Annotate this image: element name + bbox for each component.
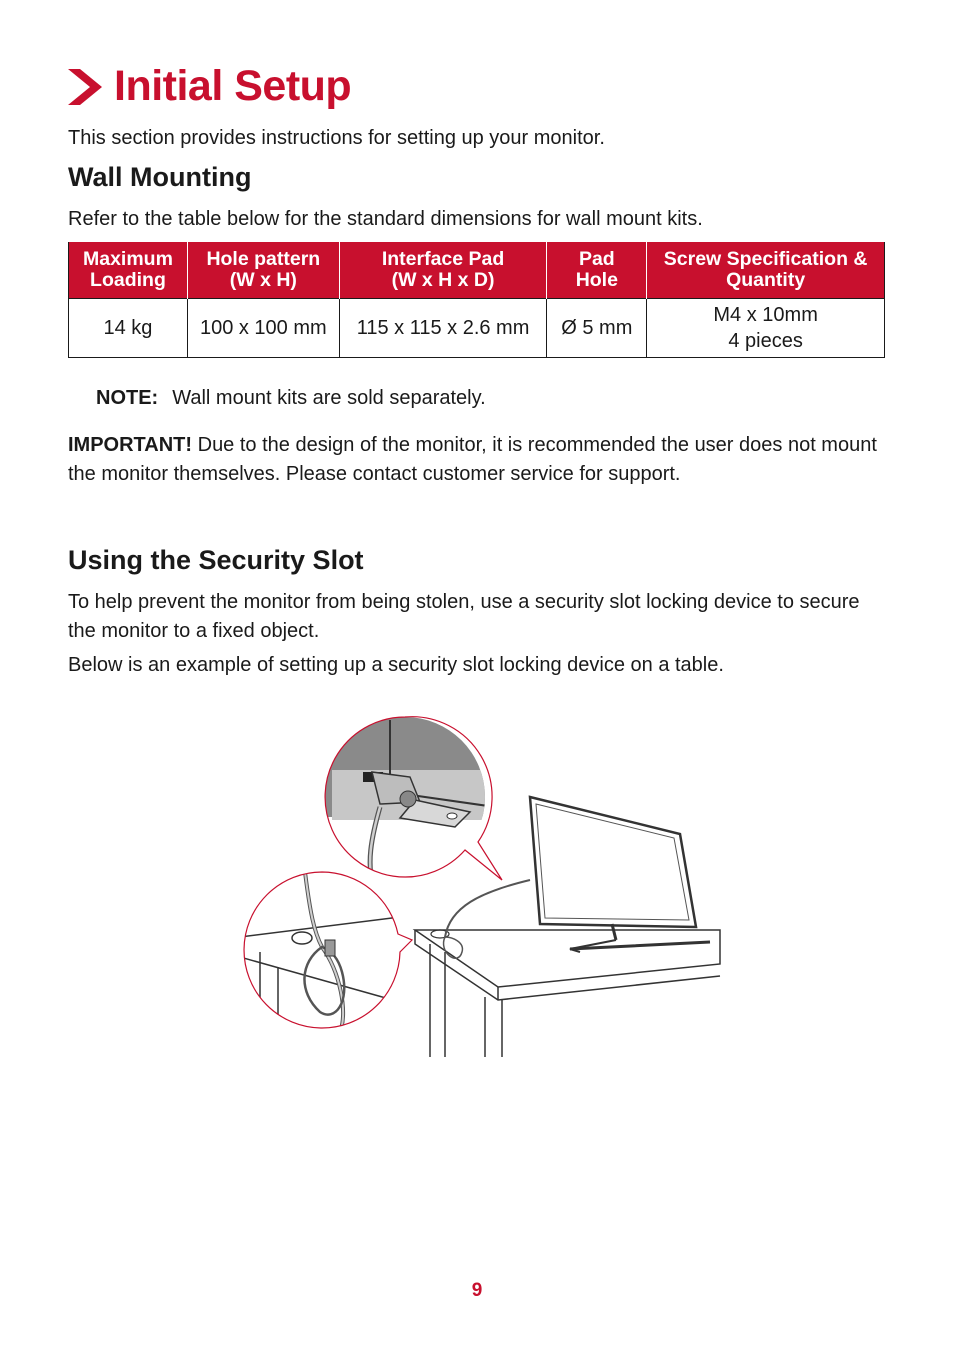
header-hole-pattern: Hole pattern (W x H) — [187, 242, 339, 299]
page-title: Initial Setup — [114, 62, 352, 110]
important-paragraph — [68, 431, 888, 489]
intro-text: This section provides instructions for setting up your monitor. — [68, 127, 605, 149]
cell-interface-pad: 115 x 115 x 2.6 mm — [339, 299, 547, 358]
cell-max-loading: 14 kg — [69, 299, 188, 358]
header-max-loading: Maximum Loading — [69, 242, 188, 299]
header-pad-hole: Pad Hole — [547, 242, 647, 299]
wall-mounting-heading: Wall Mounting — [68, 162, 252, 192]
wall-mount-spec-table — [68, 242, 885, 358]
chevron-right-icon — [68, 69, 102, 105]
note-text: Wall mount kits are sold separately. — [172, 387, 486, 409]
cable-closeup — [240, 872, 412, 1057]
note-label: NOTE: — [96, 387, 159, 409]
page-number: 9 — [471, 1280, 483, 1301]
header-interface-pad: Interface Pad (W x H x D) — [339, 242, 547, 299]
cell-screw-spec: M4 x 10mm 4 pieces — [647, 299, 885, 358]
security-slot-example-text: Below is an example of setting up a security slot locking device on a table. — [68, 654, 724, 676]
table-header-row — [69, 242, 885, 299]
important-text: Due to the design of the monitor, it is recommended the user does not mount the monitor themselves. Please contact customer service for support. — [68, 434, 877, 485]
security-slot-illustration — [240, 712, 730, 1057]
cell-pad-hole: Ø 5 mm — [547, 299, 647, 358]
header-screw-spec: Screw Specification & Quantity — [647, 242, 885, 299]
important-label: IMPORTANT! — [68, 434, 193, 456]
note — [96, 384, 486, 413]
title-row — [68, 62, 351, 111]
security-slot-text: To help prevent the monitor from being stolen, use a security slot locking device to secure the monitor to a fixed object. — [68, 591, 860, 642]
monitor-drawing — [530, 797, 710, 952]
lock-closeup — [320, 712, 502, 882]
wall-mounting-text: Refer to the table below for the standard dimensions for wall mount kits. — [68, 208, 703, 230]
security-slot-heading: Using the Security Slot — [68, 545, 364, 575]
table-row — [69, 299, 885, 358]
cell-hole-pattern: 100 x 100 mm — [187, 299, 339, 358]
